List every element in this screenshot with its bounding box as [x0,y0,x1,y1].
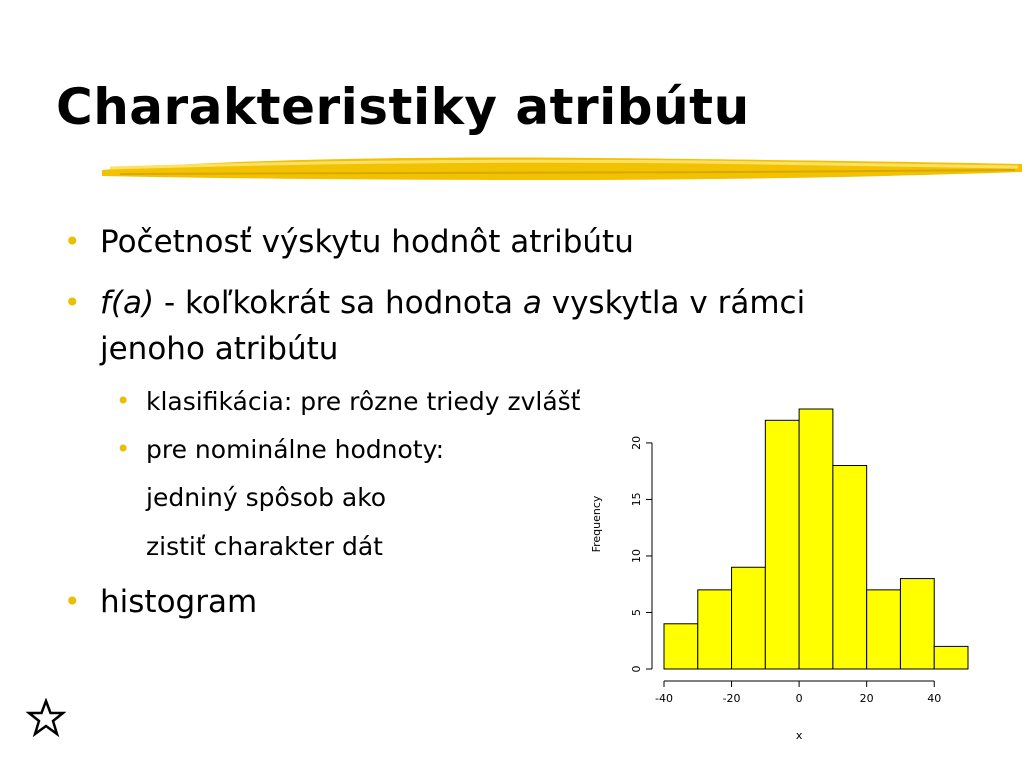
histogram-bar [833,466,867,669]
sub-bullet-item [116,434,444,466]
histogram-bar [664,624,698,669]
sub-bullet-continuation: jedniný spôsob ako [146,483,387,512]
bullet-dot: • [64,286,81,319]
x-tick-label: 0 [795,692,803,705]
bullet-text: - koľkokrát sa hodnota [154,285,523,321]
title-underline-brushstroke [100,150,1024,188]
x-tick-label: -40 [655,692,673,705]
bullet-item [64,283,806,323]
y-tick-label: 15 [630,492,643,507]
bullet-text: vyskytla v rámci [541,285,806,321]
y-tick-label: 5 [630,608,643,616]
y-tick-label: 20 [630,435,643,450]
histogram-bar [934,646,968,669]
histogram-chart [580,395,1000,755]
sub-bullet-continuation: zistiť charakter dát [146,532,383,561]
x-tick-label: 20 [859,692,874,705]
x-tick-label: 40 [927,692,942,705]
bullet-item [64,222,634,262]
histogram-bar [732,567,766,669]
histogram-bar [799,409,833,669]
bullet-dot: • [64,225,81,258]
bullet-text: Početnosť výskytu hodnôt atribútu [100,224,634,260]
star-outline-icon[interactable] [26,698,66,738]
histogram-bar [698,590,732,669]
bullet-dot: • [116,435,131,463]
x-axis-label: x [795,729,803,742]
slide-title: Charakteristiky atribútu [56,78,750,136]
histogram-bar [900,579,934,669]
y-axis-label: Frequency [590,495,603,553]
bullet-text-italic: f(a) [100,285,155,321]
y-tick-label: 0 [630,665,643,673]
x-tick-label: -20 [722,692,741,705]
histogram-bar [867,590,901,669]
bullet-dot: • [64,585,81,618]
y-tick-label: 10 [630,548,643,563]
bullet-continuation: jenoho atribútu [100,331,339,367]
sub-bullet-text: klasifikácia: pre rôzne triedy zvlášť [146,387,581,416]
bullet-dot: • [116,387,131,415]
sub-bullet-item [116,386,581,418]
histogram-bar [765,420,799,669]
bullet-text: histogram [100,584,258,620]
bullet-item [64,582,258,622]
bullet-text-italic: a [522,285,542,321]
sub-bullet-text: pre nominálne hodnoty: [146,435,444,464]
